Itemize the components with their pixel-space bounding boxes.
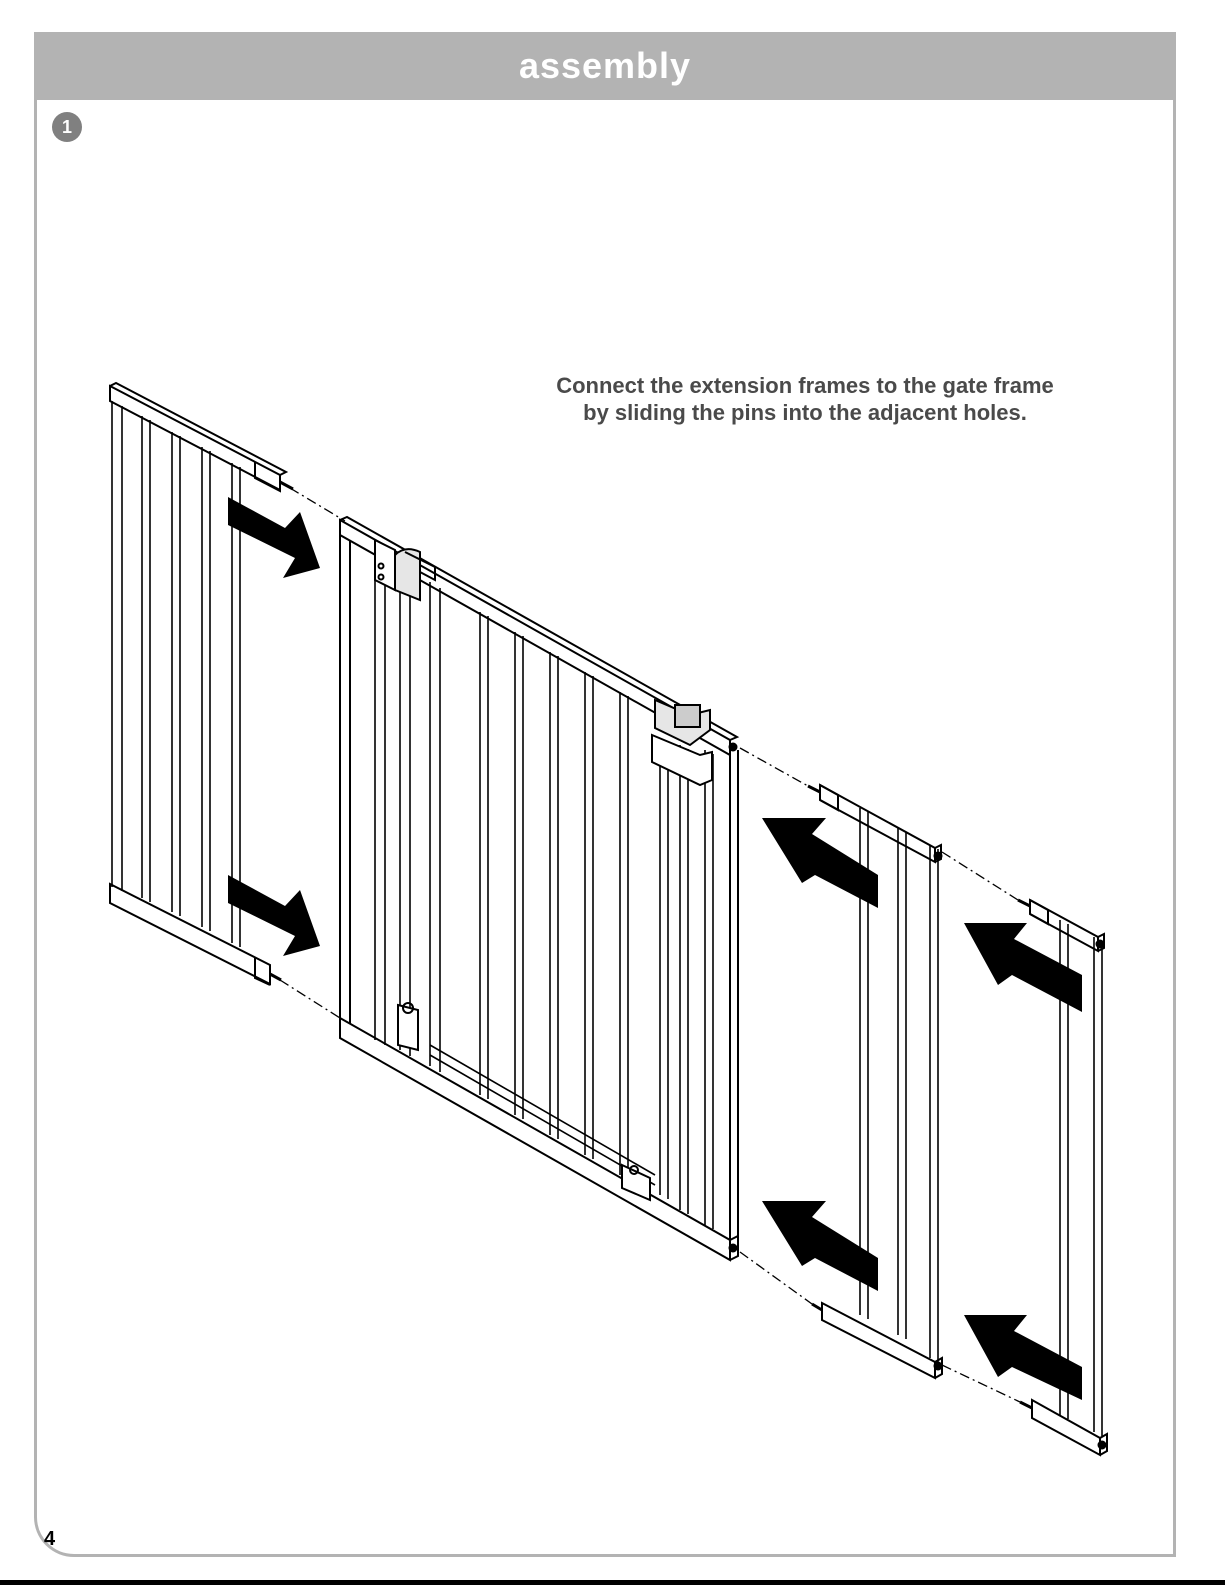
arrow-left-bottom-right [964,1315,1082,1400]
arrow-right-bottom [228,875,320,956]
page-number: 4 [44,1528,56,1550]
arrow-left-top-right [964,923,1082,1012]
direction-arrows [228,497,1082,1400]
arrow-right-top [228,497,320,578]
alignment-guides [280,488,1020,1402]
gate-frame [340,517,738,1260]
section-title: assembly [518,45,692,86]
left-extension-frame [110,383,293,985]
instruction-line-1: Connect the extension frames to the gate frame [556,373,1054,398]
step-number-badge: 1 [52,112,82,142]
instruction-line-2: by sliding the pins into the adjacent holes. [583,400,1027,425]
bottom-rule [0,1580,1225,1585]
